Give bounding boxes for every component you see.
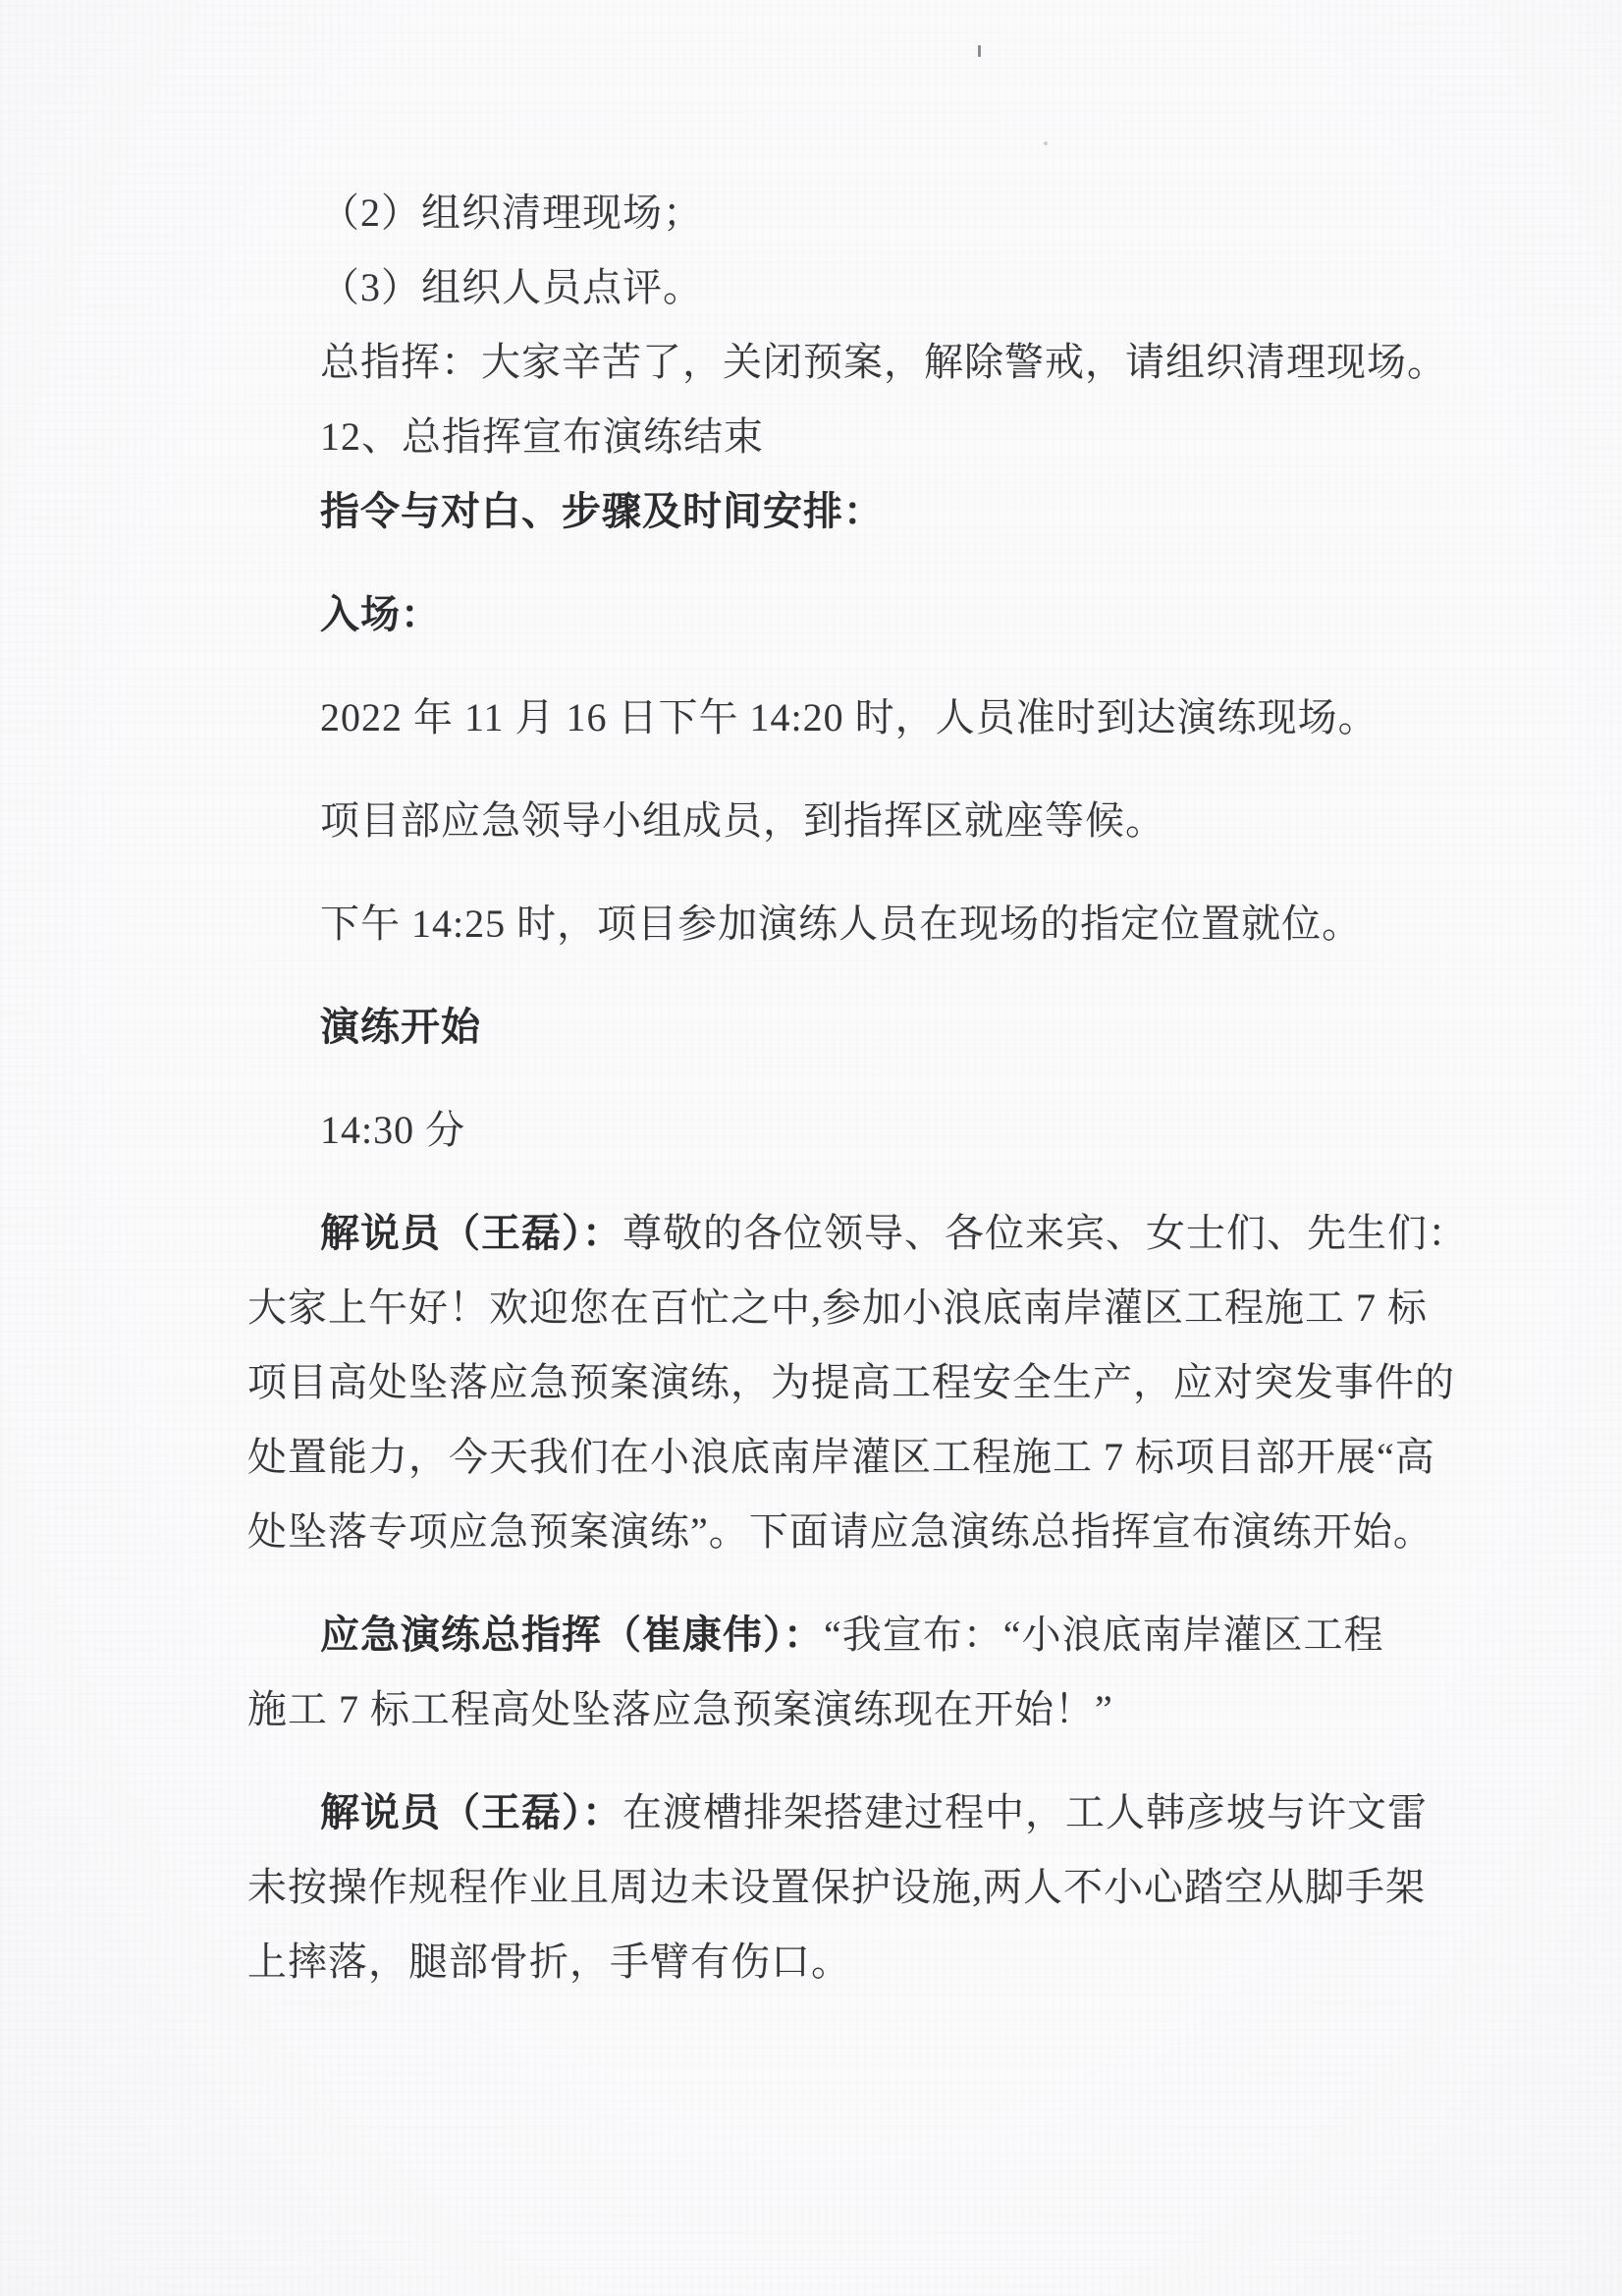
narrator1-speaker-label: 解说员（王磊）：: [320, 1211, 622, 1255]
narrator1-text-line-5: 处坠落专项应急预案演练”。下面请应急演练总指挥宣布演练开始。: [247, 1509, 1433, 1554]
commander-closing-line: 总指挥：大家辛苦了，关闭预案，解除警戒，请组织清理现场。: [320, 340, 1447, 384]
narrator1-text-line-1: 尊敬的各位领导、各位来宾、女士们、先生们：: [622, 1211, 1468, 1255]
commander-text-line-2: 施工 7 标工程高处坠落应急预案演练现在开始！”: [247, 1687, 1113, 1731]
narrator1-text-line-2: 大家上午好！欢迎您在百忙之中,参加小浪底南岸灌区工程施工 7 标: [247, 1285, 1428, 1330]
commander-speaker-label: 应急演练总指挥（崔康伟）：: [320, 1613, 824, 1657]
narrator1-text-line-4: 处置能力，今天我们在小浪底南岸灌区工程施工 7 标项目部开展“高: [247, 1435, 1435, 1479]
scan-artifact-dot: [1044, 141, 1048, 145]
arrival-time-line: 2022 年 11 月 16 日下午 14:20 时，人员准时到达演练现场。: [320, 695, 1379, 739]
narrator1-text-line-3: 项目高处坠落应急预案演练，为提高工程安全生产，应对突发事件的: [247, 1360, 1455, 1404]
list-item-3: （3）组织人员点评。: [320, 265, 703, 309]
start-time-line: 14:30 分: [320, 1108, 466, 1152]
narrator2-text-line-3: 上摔落，腿部骨折，手臂有伤口。: [247, 1940, 851, 1984]
narrator2-paragraph-line-1: [247, 1776, 1485, 1850]
entry-heading: 入场：: [320, 592, 441, 636]
narrator2-text-line-2: 未按操作规程作业且周边未设置保护设施,两人不小心踏空从脚手架: [247, 1865, 1426, 1909]
list-item-2: （2）组织清理现场；: [320, 191, 703, 235]
ready-time-line: 下午 14:25 时，项目参加演练人员在现场的指定位置就位。: [320, 902, 1363, 946]
narrator1-paragraph-line-1: [247, 1196, 1485, 1271]
drill-start-heading: 演练开始: [320, 1005, 481, 1049]
document-body: [247, 176, 1485, 1999]
narrator2-speaker-label: 解说员（王磊）：: [320, 1790, 622, 1834]
commander-text-line-1: “我宣布：“小浪底南岸灌区工程: [824, 1613, 1384, 1657]
item-12-line: 12、总指挥宣布演练结束: [320, 414, 764, 459]
scan-artifact-mark: [978, 45, 981, 57]
leaders-seated-line: 项目部应急领导小组成员，到指挥区就座等候。: [320, 798, 1165, 843]
commander-paragraph-line-1: [247, 1598, 1485, 1672]
schedule-heading: 指令与对白、步骤及时间安排：: [320, 489, 884, 533]
narrator2-text-line-1: 在渡槽排架搭建过程中，工人韩彦坡与许文雷: [622, 1790, 1428, 1834]
